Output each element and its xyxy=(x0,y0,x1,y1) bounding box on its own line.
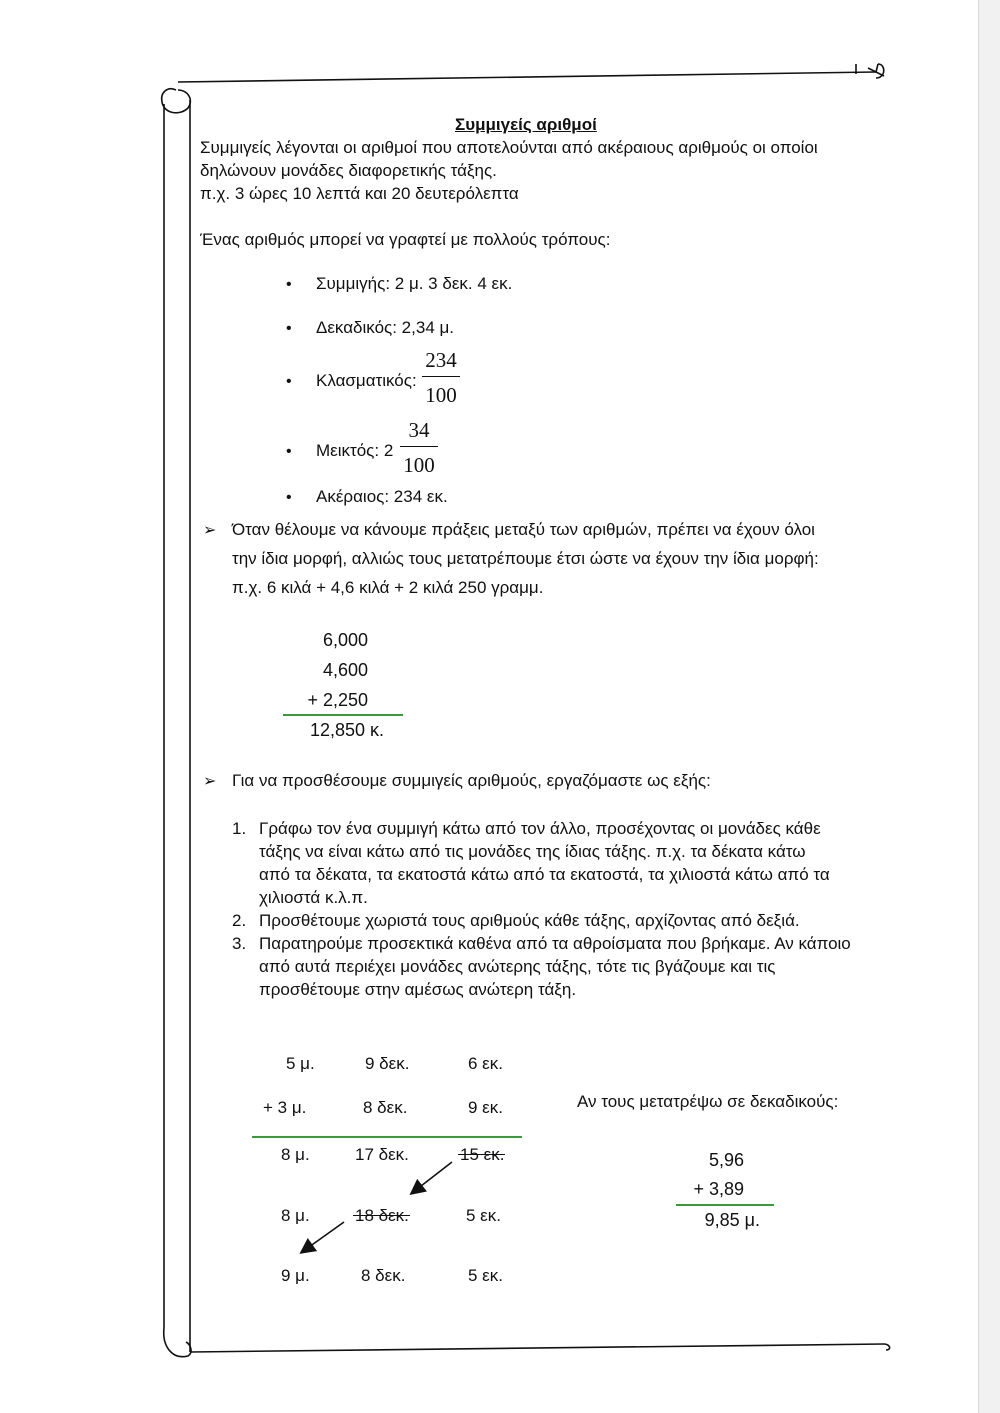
centimeters-cell: 5 εκ. xyxy=(468,1266,503,1285)
meters-cell: + 3 μ. xyxy=(263,1098,307,1117)
carried-digit: 15 εκ. xyxy=(460,1145,505,1164)
addend: + 3,89 xyxy=(693,1179,744,1199)
fraction-numerator: 234 xyxy=(425,348,457,372)
decimeters-cell: 9 δεκ. xyxy=(365,1054,410,1073)
arrow-bullet-icon: ➢ xyxy=(203,773,217,790)
operations-note-line: Όταν θέλουμε να κάνουμε πράξεις μεταξύ των αριθμών, πρέπει να έχουν όλοι xyxy=(232,520,815,539)
step-line: Γράφω τον ένα συμμιγή κάτω από τον άλλο, προσέχοντας οι μονάδες κάθε xyxy=(259,819,821,838)
bullet-icon: • xyxy=(286,489,292,506)
addend: + 2,250 xyxy=(307,690,368,710)
step-number: 3. xyxy=(232,934,247,953)
ways-heading: Ένας αριθμός μπορεί να γραφτεί με πολλούς τρόπους: xyxy=(200,230,611,249)
form-mixed-label: Μεικτός: 2 xyxy=(316,441,394,460)
page-title: Συμμιγείς αριθμοί xyxy=(455,115,597,134)
step-line: χιλιοστά κ.λ.π. xyxy=(259,888,368,907)
step-number: 2. xyxy=(232,911,247,930)
decimeters-cell: 8 δεκ. xyxy=(361,1266,406,1285)
meters-cell: 5 μ. xyxy=(286,1054,315,1073)
step-line: από τα δέκατα, τα εκατοστά κάτω από τα εκατοστά, τα χιλιοστά κάτω από τα xyxy=(259,865,830,884)
meters-cell: 8 μ. xyxy=(281,1145,310,1164)
bullet-icon: • xyxy=(286,443,292,460)
fraction-denominator: 100 xyxy=(403,453,435,477)
step-line: Παρατηρούμε προσεκτικά καθένα από τα αθροίσματα που βρήκαμε. Αν κάποιο xyxy=(259,934,851,953)
sum-result: 12,850 κ. xyxy=(309,720,384,740)
step-line: από αυτά περιέχει μονάδες ανώτερης τάξης, τότε τις βγάζουμε και τις xyxy=(259,957,776,976)
carry-arrow-icon xyxy=(412,1162,452,1193)
arrow-bullet-icon: ➢ xyxy=(203,522,217,539)
bullet-icon: • xyxy=(286,320,292,337)
addend: 4,600 xyxy=(322,660,368,680)
step-line: τάξης να είναι κάτω από τις μονάδες της ίδιας τάξης. π.χ. τα δέκατα κάτω xyxy=(259,842,806,861)
meters-cell: 9 μ. xyxy=(281,1266,310,1285)
sum-rule xyxy=(676,1204,774,1206)
intro-example: π.χ. 3 ώρες 10 λεπτά και 20 δευτερόλεπτα xyxy=(200,184,519,203)
decimal-heading: Αν τους μετατρέψω σε δεκαδικούς: xyxy=(577,1092,839,1111)
intro-line: δηλώνουν μονάδες διαφορετικής τάξης. xyxy=(200,161,497,180)
intro-line: Συμμιγείς λέγονται οι αριθμοί που αποτελούνται από ακέραιους αριθμούς οι οποίοι xyxy=(200,138,818,157)
addend: 5,96 xyxy=(708,1150,744,1170)
bullet-icon: • xyxy=(286,373,292,390)
addend: 6,000 xyxy=(322,630,368,650)
form-mixed-units: Συμμιγής: 2 μ. 3 δεκ. 4 εκ. xyxy=(316,274,513,293)
fraction-numerator: 34 xyxy=(408,418,430,442)
form-decimal: Δεκαδικός: 2,34 μ. xyxy=(316,318,455,337)
step-line: Προσθέτουμε χωριστά τους αριθμούς κάθε τάξης, αρχίζοντας από δεξιά. xyxy=(259,911,800,930)
decimeters-cell: 8 δεκ. xyxy=(363,1098,408,1117)
step-line: προσθέτουμε στην αμέσως ανώτερη τάξη. xyxy=(259,980,577,999)
bullet-icon: • xyxy=(286,276,292,293)
carry-arrow-icon xyxy=(302,1222,344,1252)
carried-digit: 18 δεκ. xyxy=(355,1206,409,1225)
form-fraction-label: Κλασματικός: xyxy=(316,371,417,390)
sum-result: 9,85 μ. xyxy=(704,1210,760,1230)
decimeters-cell: 17 δεκ. xyxy=(355,1145,409,1164)
fraction-denominator: 100 xyxy=(425,383,457,407)
centimeters-cell: 6 εκ. xyxy=(468,1054,503,1073)
operations-note-example: π.χ. 6 κιλά + 4,6 κιλά + 2 κιλά 250 γραμμ. xyxy=(232,578,544,597)
step-number: 1. xyxy=(232,819,247,838)
centimeters-cell: 5 εκ. xyxy=(466,1206,501,1225)
meters-cell: 8 μ. xyxy=(281,1206,310,1225)
operations-note-line: την ίδια μορφή, αλλιώς τους μετατρέπουμε έτσι ώστε να έχουν την ίδια μορφή: xyxy=(232,549,819,568)
centimeters-cell: 9 εκ. xyxy=(468,1098,503,1117)
addition-heading: Για να προσθέσουμε συμμιγείς αριθμούς, εργαζόμαστε ως εξής: xyxy=(232,771,711,790)
form-integer: Ακέραιος: 234 εκ. xyxy=(316,487,448,506)
